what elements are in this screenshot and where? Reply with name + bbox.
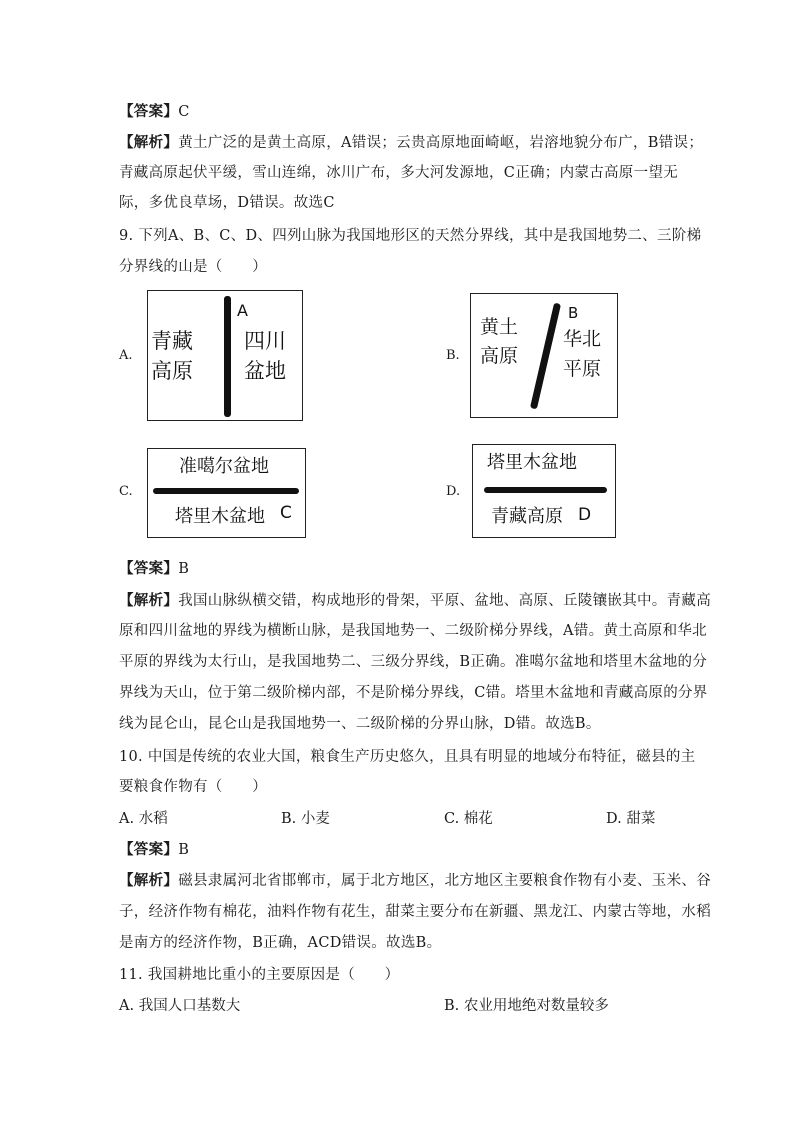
q10-analysis-line-1 bbox=[119, 871, 711, 891]
option-d-diagram bbox=[472, 444, 616, 538]
option-a-letter: A. bbox=[119, 348, 133, 363]
marker-b: B bbox=[568, 304, 579, 322]
q9-analysis-line-1 bbox=[119, 591, 711, 611]
label-qingzang: 青藏 bbox=[151, 329, 193, 353]
option-c-diagram bbox=[147, 448, 306, 538]
q8-analysis-line-2: 青藏高原起伏平缓，雪山连绵，冰川广布，多大河发源地，C正确；内蒙古高原一望无 bbox=[119, 165, 678, 181]
q10-analysis-line-3: 是南方的经济作物，B正确，ACD错误。故选B。 bbox=[119, 935, 442, 951]
label-gaoyuan: 高原 bbox=[480, 345, 519, 367]
marker-c: C bbox=[280, 503, 292, 523]
label-sichuan: 四川 bbox=[244, 329, 286, 353]
analysis-label: 【解析】 bbox=[119, 134, 179, 151]
analysis-label: 【解析】 bbox=[119, 592, 179, 609]
q9-answer-line bbox=[119, 559, 189, 579]
q10-stem-line-2: 要粮食作物有（ ） bbox=[119, 779, 267, 795]
analysis-text: 黄土广泛的是黄土高原，A错误；云贵高原地面崎岖，岩溶地貌分布广，B错误； bbox=[178, 135, 704, 151]
q9-analysis-line-4: 界线为天山，位于第二级阶梯内部，不是阶梯分界线，C错。塔里木盆地和青藏高原的分界 bbox=[119, 685, 708, 701]
answer-label: 【答案】 bbox=[119, 841, 179, 858]
label-junggar-basin: 准噶尔盆地 bbox=[179, 456, 269, 477]
option-b-diagram bbox=[470, 293, 618, 418]
label-qingzang-plateau: 青藏高原 bbox=[491, 506, 563, 527]
analysis-text: 磁县隶属河北省邯郸市，属于北方地区，北方地区主要粮食作物有小麦、玉米、谷 bbox=[178, 873, 711, 889]
kunlun-mountain-line bbox=[484, 487, 607, 493]
label-huabei: 华北 bbox=[563, 328, 602, 350]
q10-choice-d: D. 甜菜 bbox=[606, 811, 656, 827]
label-tarim-basin: 塔里木盆地 bbox=[487, 452, 577, 473]
label-pingyuan: 平原 bbox=[563, 358, 602, 380]
q11-choice-a: A. 我国人口基数大 bbox=[119, 998, 241, 1014]
q11-stem: 11. 我国耕地比重小的主要原因是（ ） bbox=[119, 967, 400, 983]
q9-stem-line-1: 9. 下列A、B、C、D、四列山脉为我国地形区的天然分界线，其中是我国地势二、三阶梯 bbox=[119, 228, 702, 244]
answer-value: C bbox=[178, 104, 190, 120]
marker-d: D bbox=[578, 505, 592, 525]
option-a-diagram bbox=[147, 290, 303, 421]
q10-choice-b: B. 小麦 bbox=[281, 811, 330, 827]
q8-answer-line bbox=[119, 102, 190, 122]
tianshan-mountain-line bbox=[153, 488, 299, 494]
label-huangtu: 黄土 bbox=[480, 316, 519, 338]
q10-choice-c: C. 棉花 bbox=[444, 811, 493, 827]
q9-analysis-line-2: 原和四川盆地的界线为横断山脉，是我国地势一、二级阶梯分界线，A错。黄土高原和华北 bbox=[119, 623, 707, 639]
q10-analysis-line-2: 子，经济作物有棉花，油料作物有花生，甜菜主要分布在新疆、黑龙江、内蒙古等地，水稻 bbox=[119, 904, 711, 920]
label-tarim-basin: 塔里木盆地 bbox=[175, 506, 265, 527]
q8-analysis-line-3: 际，多优良草场，D错误。故选C bbox=[119, 195, 335, 211]
marker-a: A bbox=[237, 301, 248, 320]
q10-choice-a: A. 水稻 bbox=[119, 811, 168, 827]
label-gaoyuan: 高原 bbox=[151, 359, 193, 383]
answer-label: 【答案】 bbox=[119, 103, 179, 120]
option-b-letter: B. bbox=[446, 348, 460, 363]
option-d-letter: D. bbox=[446, 484, 461, 499]
q8-analysis-line-1 bbox=[119, 133, 703, 153]
answer-value: B bbox=[178, 842, 190, 858]
option-c-letter: C. bbox=[119, 484, 133, 499]
analysis-label: 【解析】 bbox=[119, 872, 179, 889]
answer-label: 【答案】 bbox=[119, 560, 179, 577]
q10-answer-line bbox=[119, 840, 189, 860]
q10-stem-line-1: 10. 中国是传统的农业大国，粮食生产历史悠久，且具有明显的地域分布特征，磁县的主 bbox=[119, 749, 696, 765]
answer-value: B bbox=[178, 561, 190, 577]
analysis-text: 我国山脉纵横交错，构成地形的骨架，平原、盆地、高原、丘陵镶嵌其中。青藏高 bbox=[178, 593, 711, 609]
q9-analysis-line-5: 线为昆仑山，昆仑山是我国地势一、二级阶梯的分界山脉，D错。故选B。 bbox=[119, 716, 601, 732]
q11-choice-b: B. 农业用地绝对数量较多 bbox=[444, 998, 609, 1014]
label-pendi: 盆地 bbox=[244, 359, 286, 383]
hengduan-mountain-line bbox=[224, 296, 231, 417]
q9-analysis-line-3: 平原的界线为太行山，是我国地势二、三级分界线，B正确。准噶尔盆地和塔里木盆地的分 bbox=[119, 654, 708, 670]
q9-stem-line-2: 分界线的山是（ ） bbox=[119, 259, 267, 275]
taihang-mountain-line bbox=[530, 303, 561, 410]
